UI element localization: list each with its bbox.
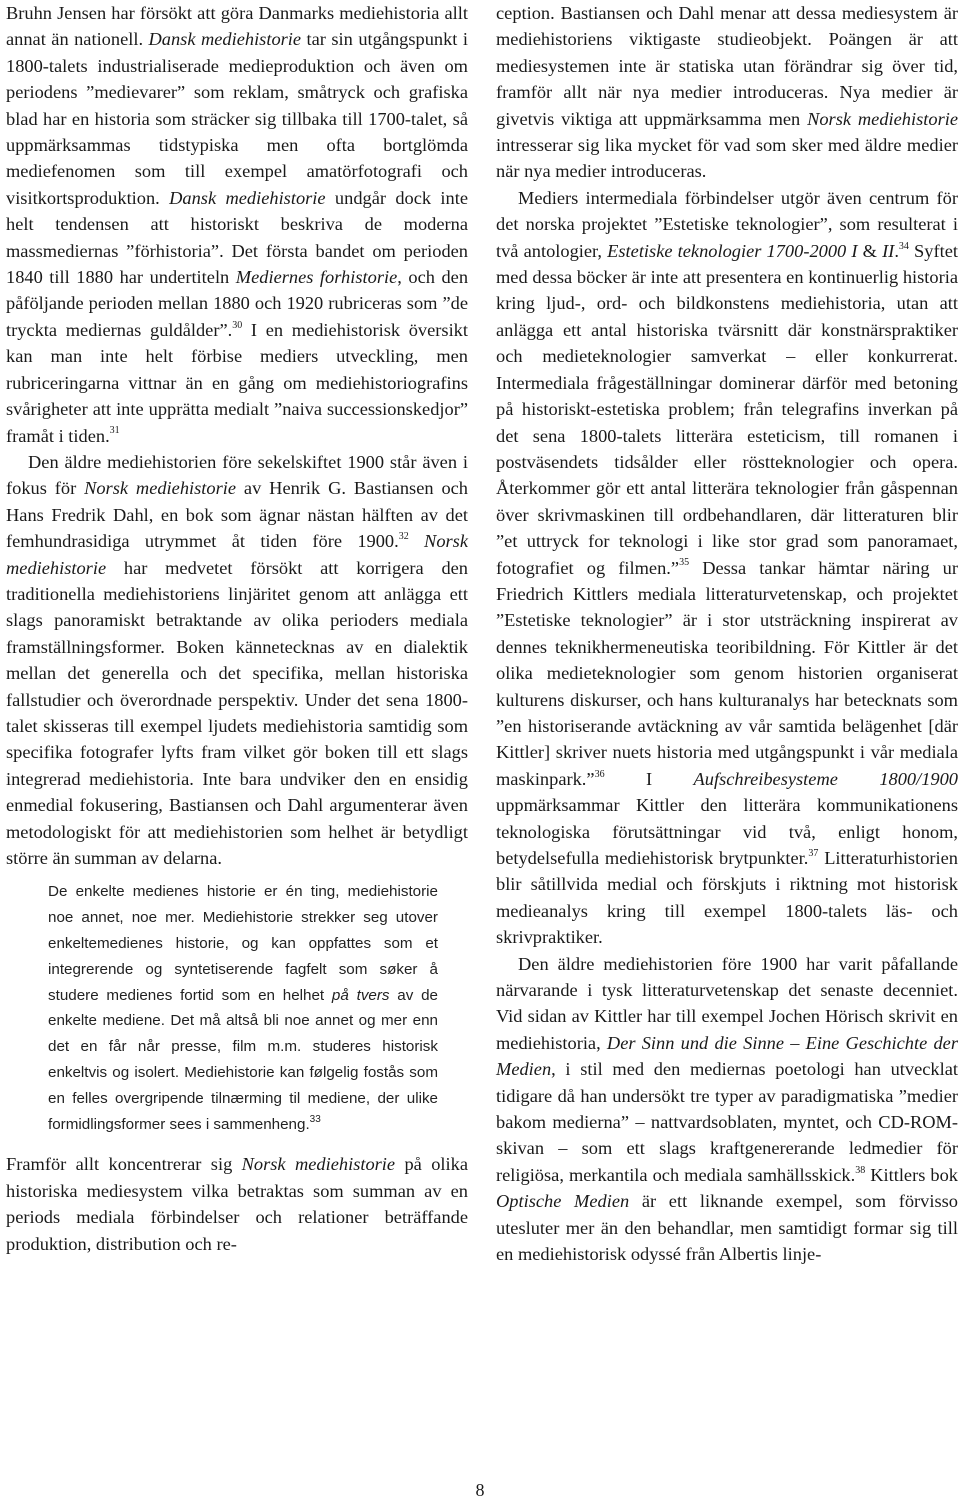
footnote-ref: 32 [398, 531, 409, 542]
italic-title: Norsk mediehistorie [84, 478, 237, 499]
footnote-ref: 34 [898, 240, 909, 252]
italic-title: Der Sinn und die Sinne – Eine Geschichte der Medien [496, 1032, 958, 1080]
paragraph: Den äldre mediehistorien före sekelskiftet 1900 står även i fokus för Norsk mediehistorie av Henrik G. Bastiansen och Hans Fredrik Dahl, en bok som ägnar nästan hälften av det femhundrasidiga utrymmet åt tiden före 1900.32 Norsk mediehistorie har medvetet försökt att korrigera den traditionella mediehistoriens linjäritet genom att anlägga ett slags panoramiskt betraktande av olika perioders mediala framställningsformer. Boken kännetecknas av en dialektik mellan det generella och det specifika, mellan historiska fallstudier och överordnade perspektiv. Under det sena 1800-talet skisseras till exempel ljudets mediehistoria samtidig som specifika fotografer lyfts fram vilket gör boken till ett slags integrerad mediehistoria. Inte bara undviker den en ensidig enmedial fokusering, Bastiansen och Dahl argumenterar även metodologiskt för att mediehistorien som helhet är betydligt större än summan av delarna. [6, 451, 468, 868]
footnote-ref: 35 [679, 557, 690, 569]
italic-title: Mediernes forhistorie [235, 267, 398, 288]
paragraph: Mediers intermediala förbindelser utgör även centrum för det norska projektet ”Estetiske teknologier”, som resulterat i två antologier, Estetiske teknologier 1700-2000 I & II.$^{34}$ Syftet med dessa böcker är inte att presentera en kontinuerlig historia kring ljud-, ord- och bildkonstens mediehistoria, utan att anlägga ett antal historiska tvärsnitt där konstnärspraktiker och medieteknologier samverkat – eller konkurrerat. Intermediala frågeställningar dominerar därför med betoning på historiskt-estetiska problem; från telegrafins inverkan på det sena 1800-talets litterära esteticism, till romanen i postväsendets tidsålder eller röstteknologier och opera. Återkommer gör ett antal litterära teknologier från gåspennan över skrivmaskinen till ordbehandlaren, där litteraturen blir ”et uttryck for teknologi i like stor grad som panoramaet, fotografiet og filmen.”$^{35}$ Dessa tankar hämtar näring ur Friedrich Kittlers mediala litteraturvetenskap, och projektet ”Estetiske teknologier” är i stor utsträckning inspirerat av dennes teknikhermeneutiska teoribildning. För Kittler är det olika medieteknologier som genom historien organiserat kulturens diskurser, och hans kulturanalys har betecknats som ”en historiserande avtäckning av vår samtida belägenhet [där Kittler] skriver nuets historia med utgångspunkt i vår mediala maskinpark.”$^{36}$ I Aufschreibesysteme 1800/1900 uppmärksammar Kittler den litterära kommunikationens teknologiska förutsättningar vid två, enligt honom, betydelsefulla mediehistorisk brytpunkter.$^{37}$ Litteraturhistorien blir såtillvida medial och förskjuts i riktning mot historisk medieanalys kring till exempel 1800-talets läs- och skrivpraktiker. [496, 187, 958, 948]
right-column [496, 0, 958, 1268]
italic-title: Aufschreibesysteme 1800/1900 [693, 768, 958, 789]
left-column [6, 0, 468, 1257]
footnote-ref: 33 [309, 1113, 321, 1125]
footnote-ref: 38 [855, 1164, 866, 1176]
page-number: 8 [475, 1480, 485, 1500]
footnote-ref: 30 [232, 319, 243, 331]
italic-title: Dansk mediehistorie [169, 187, 326, 208]
footnote-ref: 37 [808, 847, 819, 859]
paragraph: Den äldre mediehistorien före 1900 har varit påfallande närvarande i tysk litteraturvetenskap det senaste decenniet. Vid sidan av Kittler har till exempel Jochen Hörisch skrivit en mediehistoria, Der Sinn und die Sinne – Eine Geschichte der Medien, i stil med den mediernas poetologi han utvecklat tidigare då han undersökt tre typer av paradigmatiska ”medier bakom medierna” – nattvardsoblaten, myntet, och CD-ROM-skivan – som ett slags kraftgenererande ledmedier för religiösa, merkantila och mediala samhällsskick.$^{38}$ Kittlers bok Optische Medien är ett liknande exempel, som förvisso utesluter mer än den behandlar, men samtidigt formar sig till en mediehistorisk odyssé från Albertis linje- [496, 953, 958, 1265]
italic-title: Optische Medien [496, 1191, 630, 1212]
italic-title: Norsk mediehistorie [807, 108, 958, 129]
italic-title: Norsk mediehistorie [241, 1154, 396, 1175]
paragraph: Bruhn Jensen har försökt att göra Danmarks mediehistoria allt annat än nationell. Dansk mediehistorie tar sin utgångspunkt i 1800-talets industrialiserade medieproduktion och även om periodens ”medievarer” som reklam, småtryck och grafiska blad har en historia som sträcker sig tillbaka till 1700-talet, så uppmärksammas tidstypiska men ofta bortglömda mediefenomen som till exempel amatörfotografi och visitkortsproduktion. Dansk mediehistorie undgår dock inte helt tendensen att historiskt beskriva de moderna massmediernas ”förhistoria”. Det första bandet om perioden 1840 till 1880 har undertiteln Mediernes forhistorie, och den påföljande perioden mellan 1880 och 1920 rubriceras som ”de tryckta mediernas guldålder”.$^{30}$ I en mediehistorisk översikt kan man inte helt förbise mediers utveckling, men rubriceringarna vittnar än en gång om mediehistoriografins svårigheter att inte upprätta medialt ”naiva successionskedjor” framåt i tiden.$^{31}$ [6, 3, 469, 446]
italic-title: på tvers [331, 986, 390, 1004]
italic-title: II [882, 240, 895, 261]
italic-title: Norsk mediehistorie [6, 531, 468, 578]
footnote-ref: 31 [109, 425, 120, 437]
footnote-ref: 36 [594, 768, 605, 780]
paragraph: ception. Bastiansen och Dahl menar att dessa mediesystem är mediehistoriens viktigaste studieobjekt. Poängen är att mediesystemen inte är statiska utan förändrar sig över tid, framför allt när nya medier introduceras. Nya medier är givetvis viktiga att uppmärksamma men Norsk mediehistorie intresserar sig lika mycket för vad som sker med äldre medier när nya medier introduceras. [496, 3, 958, 182]
block-quote: De enkelte medienes historie er én ting, mediehistorie noe annet, noe mer. Mediehistorie strekker seg utover enkeltemedienes historie, og kan oppfattes som et integrerende og syntetiserende fagfelt som søker å studere medienes fortid som en helhet på tvers av de enkelte mediene. Det må altså bli noe annet og mer enn det en får når presse, film m.m. studeres historisk enkeltvis og isolert. Mediehistorie kan følgelig fostås som en felles overgripende tilnærming til mediene, der ulike formidlingsformer sees i sammenheng.$^{33}$ [48, 883, 439, 1133]
italic-title: Estetiske teknologier 1700-2000 I [607, 240, 858, 261]
paragraph: Framför allt koncentrerar sig Norsk mediehistorie på olika historiska mediesystem vilka betraktas som summan av en periods mediala förbindelser och relationer beträffande produktion, distribution och re- [6, 1154, 468, 1254]
italic-title: Dansk mediehistorie [148, 29, 302, 50]
